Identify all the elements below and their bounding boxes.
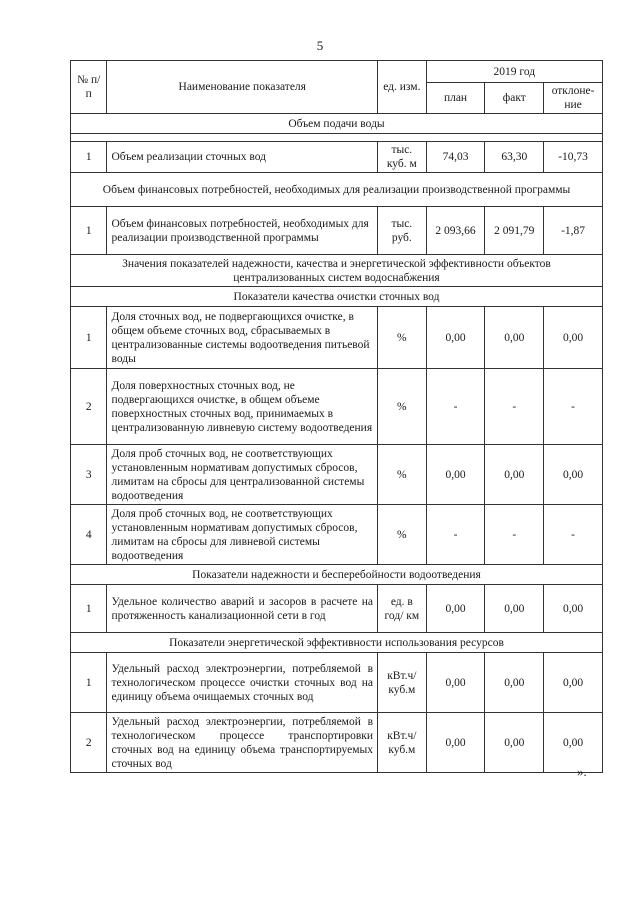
- row-deviation: -10,73: [544, 142, 603, 173]
- row-unit: тыс. руб.: [378, 207, 427, 255]
- spacer-row: [71, 134, 603, 142]
- section-title: Объем финансовых потребностей, необходимых для реализации производственной программы: [71, 173, 603, 207]
- table-row: [71, 713, 603, 773]
- row-plan: -: [426, 505, 485, 565]
- row-number: 2: [71, 369, 107, 445]
- header-year: 2019 год: [426, 61, 602, 83]
- row-unit: тыс. куб. м: [378, 142, 427, 173]
- section-row: [71, 565, 603, 585]
- row-unit: %: [378, 505, 427, 565]
- row-fact: 0,00: [485, 653, 544, 713]
- table-row: [71, 653, 603, 713]
- row-number: 4: [71, 505, 107, 565]
- row-name: Удельный расход электроэнергии, потребляемой в технологическом процессе транспортировки сточных вод на единицу объема транспортируемых сточных вод: [107, 713, 378, 773]
- section-title: Значения показателей надежности, качества и энергетической эффективности объектов централизованных систем водоснабжения: [71, 255, 603, 287]
- row-number: 1: [71, 307, 107, 369]
- row-fact: 63,30: [485, 142, 544, 173]
- row-plan: 0,00: [426, 713, 485, 773]
- table-row: [71, 307, 603, 369]
- row-unit: кВт.ч/ куб.м: [378, 653, 427, 713]
- row-number: 1: [71, 653, 107, 713]
- row-unit: ед. в год/ км: [378, 585, 427, 633]
- section-row: [71, 287, 603, 307]
- row-plan: -: [426, 369, 485, 445]
- row-name: Доля поверхностных сточных вод, не подвергающихся очистке, в общем объеме поверхностных сточных вод, принимаемых в централизованную ливневую систему водоотведения: [107, 369, 378, 445]
- section-title: Показатели качества очистки сточных вод: [71, 287, 603, 307]
- indicators-table: [70, 60, 603, 773]
- row-name: Объем реализации сточных вод: [107, 142, 378, 173]
- row-name: Доля проб сточных вод, не соответствующих установленным нормативам допустимых сбросов, лимитам на сбросы для ливневой системы водоотведения: [107, 505, 378, 565]
- row-deviation: -: [544, 505, 603, 565]
- section-row: [71, 114, 603, 134]
- row-fact: -: [485, 505, 544, 565]
- row-plan: 0,00: [426, 307, 485, 369]
- row-deviation: -: [544, 369, 603, 445]
- row-number: 3: [71, 445, 107, 505]
- row-plan: 0,00: [426, 653, 485, 713]
- row-unit: %: [378, 369, 427, 445]
- row-name: Доля проб сточных вод, не соответствующих установленным нормативам допустимых сбросов, лимитам на сбросы для централизованной системы водоотведения: [107, 445, 378, 505]
- row-plan: 2 093,66: [426, 207, 485, 255]
- table-row: [71, 585, 603, 633]
- row-plan: 0,00: [426, 585, 485, 633]
- section-title: Показатели надежности и бесперебойности водоотведения: [71, 565, 603, 585]
- row-deviation: 0,00: [544, 585, 603, 633]
- row-deviation: 0,00: [544, 653, 603, 713]
- row-plan: 74,03: [426, 142, 485, 173]
- table-row: [71, 207, 603, 255]
- section-title: Показатели энергетической эффективности использования ресурсов: [71, 633, 603, 653]
- row-name: Удельное количество аварий и засоров в расчете на протяженность канализационной сети в год: [107, 585, 378, 633]
- row-fact: 0,00: [485, 307, 544, 369]
- page-number: 5: [316, 38, 324, 53]
- header-unit: ед. изм.: [378, 61, 427, 114]
- table-row: [71, 445, 603, 505]
- row-name: Объем финансовых потребностей, необходимых для реализации производственной программы: [107, 207, 378, 255]
- section-row: [71, 633, 603, 653]
- row-fact: 0,00: [485, 713, 544, 773]
- header-fact: факт: [485, 83, 544, 114]
- row-fact: 2 091,79: [485, 207, 544, 255]
- header-row: [71, 61, 603, 83]
- table-row: [71, 369, 603, 445]
- row-fact: 0,00: [485, 585, 544, 633]
- header-num: № п/п: [71, 61, 107, 114]
- row-name: Доля сточных вод, не подвергающихся очистке, в общем объеме сточных вод, сбрасываемых в централизованные системы водоотведения питьевой воды: [107, 307, 378, 369]
- row-fact: 0,00: [485, 445, 544, 505]
- row-unit: %: [378, 307, 427, 369]
- section-title: Объем подачи воды: [71, 114, 603, 134]
- row-number: 1: [71, 207, 107, 255]
- header-plan: план: [426, 83, 485, 114]
- row-fact: -: [485, 369, 544, 445]
- row-name: Удельный расход электроэнергии, потребляемой в технологическом процессе очистки сточных вод на единицу объема очищаемых сточных вод: [107, 653, 378, 713]
- section-row: [71, 173, 603, 207]
- section-row: [71, 255, 603, 287]
- header-deviation: отклоне-ние: [544, 83, 603, 114]
- table-row: [71, 505, 603, 565]
- row-deviation: 0,00: [544, 445, 603, 505]
- row-deviation: 0,00: [544, 713, 603, 773]
- table-row: [71, 142, 603, 173]
- row-number: 1: [71, 142, 107, 173]
- row-deviation: 0,00: [544, 307, 603, 369]
- row-unit: %: [378, 445, 427, 505]
- row-plan: 0,00: [426, 445, 485, 505]
- closing-quote: ».: [577, 764, 587, 779]
- row-deviation: -1,87: [544, 207, 603, 255]
- row-number: 2: [71, 713, 107, 773]
- header-name: Наименование показателя: [107, 61, 378, 114]
- row-unit: кВт.ч/ куб.м: [378, 713, 427, 773]
- row-number: 1: [71, 585, 107, 633]
